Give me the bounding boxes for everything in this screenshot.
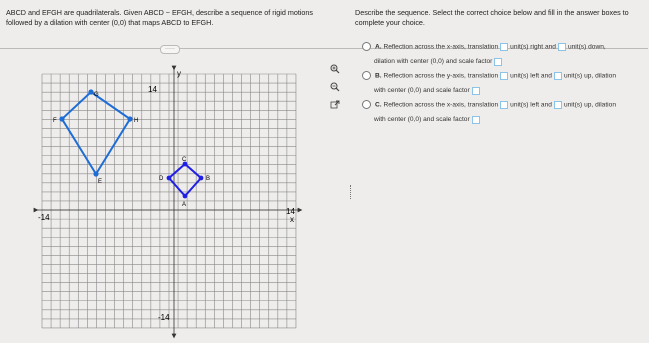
label-b: B bbox=[206, 176, 211, 182]
more-button[interactable]: ····· bbox=[160, 45, 180, 54]
instructions-line-1: Describe the sequence. Select the correct choice below and fill in the answer boxes to bbox=[355, 8, 629, 17]
choice-c[interactable] bbox=[362, 100, 647, 124]
zoom-in-icon[interactable] bbox=[330, 64, 340, 74]
zoom-out-icon[interactable] bbox=[330, 82, 340, 92]
choice-b-input-2[interactable] bbox=[554, 72, 562, 80]
choice-c-input-3[interactable] bbox=[472, 116, 480, 124]
label-e: E bbox=[98, 179, 103, 185]
choice-b-input-3[interactable] bbox=[472, 87, 480, 95]
choice-c-input-2[interactable] bbox=[554, 101, 562, 109]
label-h: H bbox=[134, 118, 139, 124]
quadrilateral-efgh bbox=[62, 92, 130, 174]
choice-b-input-1[interactable] bbox=[500, 72, 508, 80]
label-a: A bbox=[182, 202, 187, 208]
vertex-b[interactable] bbox=[199, 176, 204, 181]
choice-a-radio[interactable] bbox=[362, 42, 371, 51]
y-max-label: 14 bbox=[148, 85, 157, 94]
choice-c-text-2: unit(s) left and bbox=[510, 101, 552, 109]
vertex-d[interactable] bbox=[167, 176, 172, 181]
choice-a-input-2[interactable] bbox=[558, 43, 566, 51]
x-min-label: -14 bbox=[38, 213, 50, 222]
choice-a[interactable] bbox=[362, 42, 647, 66]
choice-c-letter: C. bbox=[375, 101, 382, 109]
question-text bbox=[6, 8, 326, 28]
choice-b-text-4: with center (0,0) and scale factor bbox=[374, 87, 470, 95]
label-f: F bbox=[53, 118, 57, 124]
vertex-e[interactable] bbox=[93, 171, 98, 176]
graph-grid bbox=[42, 74, 296, 328]
vertex-a[interactable] bbox=[183, 194, 188, 199]
instructions-text bbox=[355, 8, 645, 28]
y-axis-label: y bbox=[177, 69, 181, 78]
choice-b-letter: B. bbox=[375, 72, 382, 80]
x-axis-label: x bbox=[290, 215, 294, 224]
choice-b-text-1: Reflection across the y-axis, translation bbox=[383, 72, 499, 80]
coordinate-graph bbox=[14, 62, 304, 340]
vertex-g[interactable] bbox=[88, 89, 93, 94]
choice-a-input-3[interactable] bbox=[494, 58, 502, 66]
choice-c-text-1: Reflection across the x-axis, translation bbox=[383, 101, 499, 109]
choice-a-text-2: unit(s) right and bbox=[510, 43, 556, 51]
choice-b-radio[interactable] bbox=[362, 71, 371, 80]
choice-b[interactable] bbox=[362, 71, 647, 95]
vertex-h[interactable] bbox=[127, 116, 132, 121]
panel-resize-handle[interactable] bbox=[350, 185, 355, 199]
choice-a-letter: A. bbox=[375, 43, 382, 51]
external-link-icon[interactable] bbox=[330, 100, 340, 110]
choice-c-radio[interactable] bbox=[362, 100, 371, 109]
choice-b-text-2: unit(s) left and bbox=[510, 72, 552, 80]
choice-b-text-3: unit(s) up, dilation bbox=[563, 72, 616, 80]
choice-c-input-1[interactable] bbox=[500, 101, 508, 109]
choice-c-text-3: unit(s) up, dilation bbox=[563, 101, 616, 109]
choice-c-text-4: with center (0,0) and scale factor bbox=[374, 116, 470, 124]
label-g: G bbox=[94, 92, 99, 98]
y-min-label: -14 bbox=[158, 313, 170, 322]
question-line-1: ABCD and EFGH are quadrilaterals. Given ABCD ~ EFGH, describe a sequence of rigid motions bbox=[6, 8, 314, 17]
vertex-f[interactable] bbox=[59, 116, 64, 121]
instructions-line-2: complete your choice. bbox=[355, 18, 425, 27]
choice-a-text-4: dilation with center (0,0) and scale factor bbox=[374, 58, 493, 66]
choice-a-input-1[interactable] bbox=[500, 43, 508, 51]
choice-a-text-1: Reflection across the x-axis, translation bbox=[383, 43, 499, 51]
label-d: D bbox=[159, 176, 164, 182]
x-max-label: 14 bbox=[286, 207, 295, 216]
choice-a-text-3: unit(s) down, bbox=[567, 43, 606, 51]
question-line-2: followed by a dilation with center (0,0) that maps ABCD to EFGH. bbox=[6, 18, 214, 27]
label-c: C bbox=[182, 157, 187, 163]
